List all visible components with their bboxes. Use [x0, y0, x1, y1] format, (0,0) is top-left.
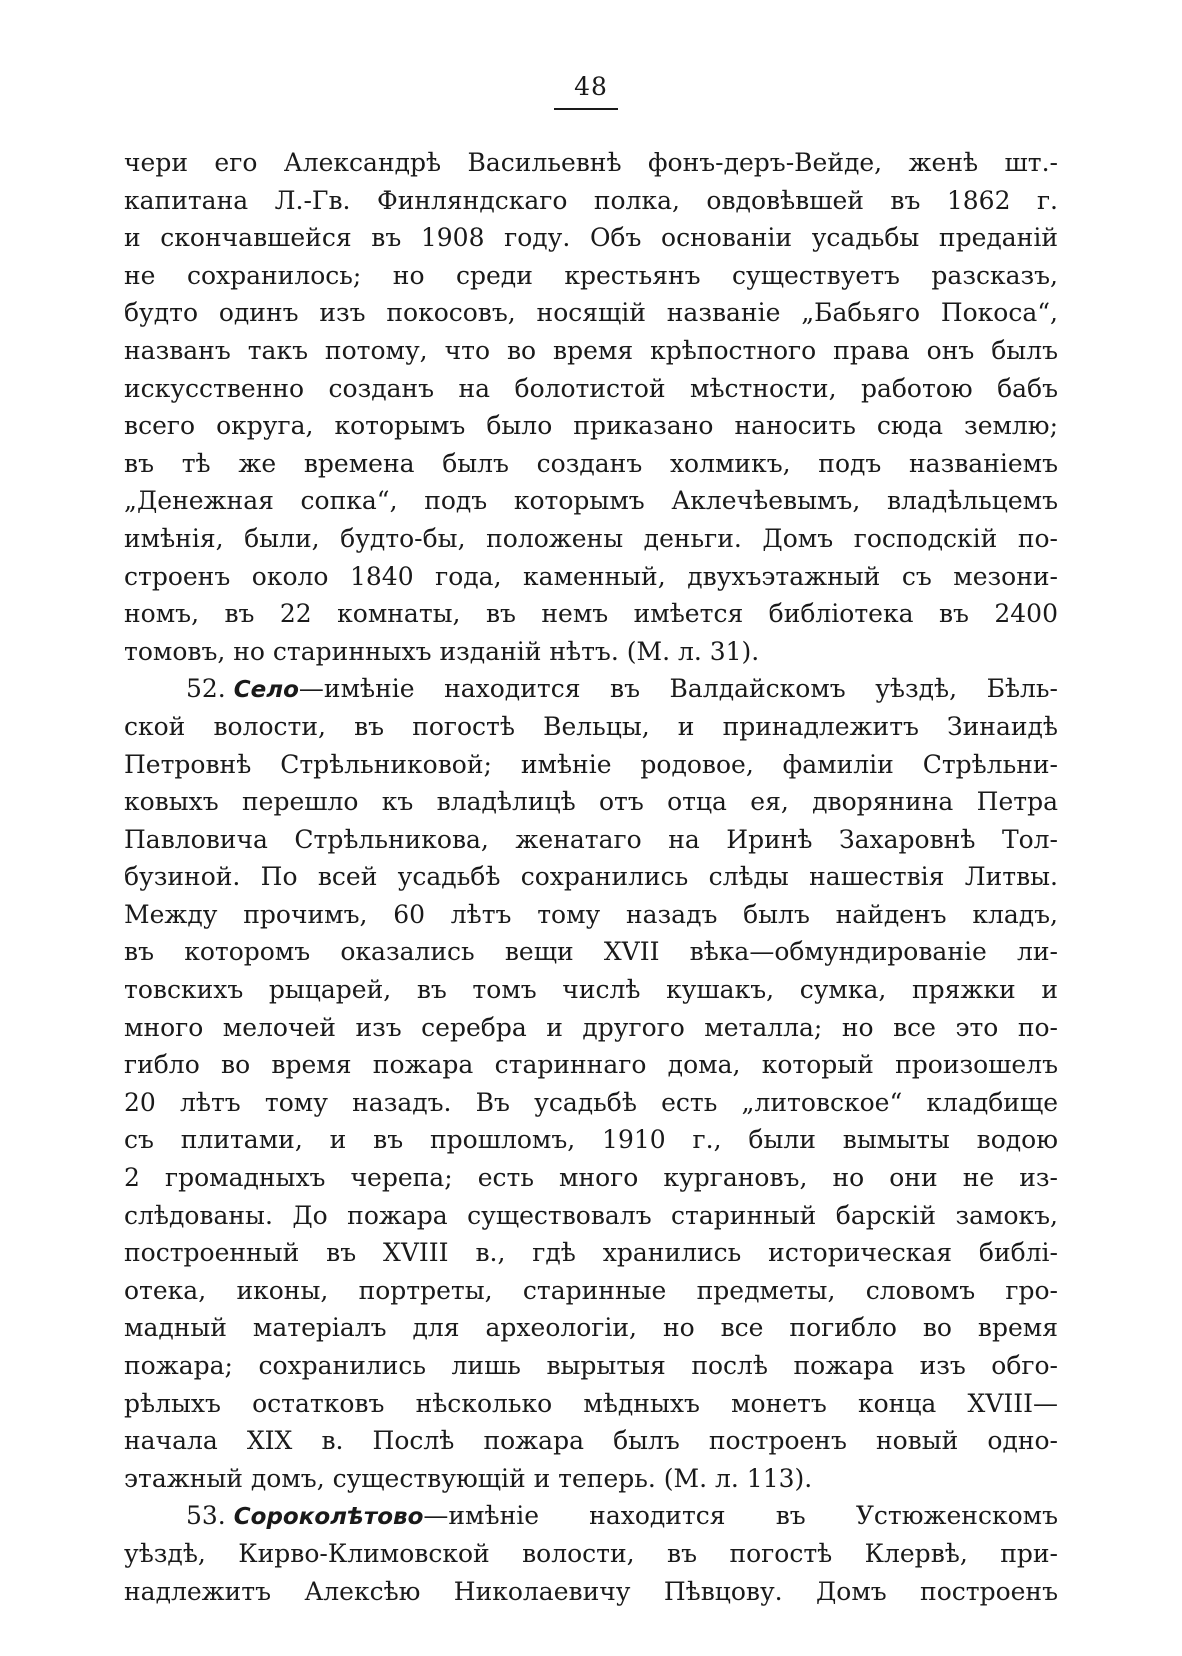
text-line: и скончавшейся въ 1908 году. Объ основанiи усадьбы преданій	[124, 223, 1058, 253]
entry-text: —имѣніе находится въ Устюженскомъ	[423, 1501, 1058, 1531]
text-line: начала XIX в. Послѣ пожара былъ построенъ новый одно-	[124, 1426, 1058, 1456]
text-line: названъ такъ потому, что во время крѣпостного права онъ былъ	[124, 335, 1058, 365]
entry-53-first-line	[124, 1497, 1058, 1535]
text-line: Павловича Стрѣльникова, женатаго на Иринѣ Захаровнѣ Тол-	[124, 824, 1058, 854]
text-line: „Денежная сопка“, подъ которымъ Аклечѣевымъ, владѣльцемъ	[124, 486, 1058, 516]
text-line: построенный въ XVIII в., гдѣ хранились историческая библі-	[124, 1238, 1058, 1268]
entry-text: —имѣніе находится въ Валдайскомъ уѣздѣ, Бѣль-	[298, 674, 1058, 704]
text-line: бузиной. По всей усадьбѣ сохранились слѣды нашествія Литвы.	[124, 862, 1058, 892]
page-number-rule	[554, 108, 618, 110]
text-line: будто одинъ изъ покосовъ, носящій названіе „Бабьяго Покоса“,	[124, 298, 1058, 328]
text-line: капитана Л.-Гв. Финляндскаго полка, овдовѣвшей въ 1862 г.	[124, 185, 1058, 215]
text-line: пожара; сохранились лишь вырытыя послѣ пожара изъ обго-	[124, 1351, 1058, 1380]
text-line: въ которомъ оказались вещи XVII вѣка—обмундированіе ли-	[124, 937, 1058, 967]
text-line: надлежитъ Алексѣю Николаевичу Пѣвцову. Домъ построенъ	[124, 1576, 1058, 1606]
page-number: 48	[574, 72, 608, 101]
text-line: не сохранилось; но среди крестьянъ существуетъ разсказъ,	[124, 260, 1058, 290]
text-line: этажный домъ, существующій и теперь. (М. л. 113).	[124, 1463, 813, 1493]
text-line: уѣздѣ, Кирво-Климовской волости, въ погостѣ Клервѣ, при-	[124, 1538, 1058, 1568]
text-line: отека, иконы, портреты, старинные предметы, словомъ гро-	[124, 1275, 1058, 1305]
text-line: товскихъ рыцарей, въ томъ числѣ кушакъ, сумка, пряжки и	[124, 975, 1058, 1005]
text-line: 2 громадныхъ черепа; есть много кургановъ, но они не из-	[124, 1163, 1058, 1193]
text-line: чери его Александрѣ Васильевнѣ фонъ-деръ-Вейде, женѣ шт.-	[124, 148, 1058, 177]
text-line: гибло во время пожара стариннаго дома, который произошелъ	[124, 1050, 1058, 1080]
entry-name: Село	[233, 677, 299, 704]
text-line: Петровнѣ Стрѣльниковой; имѣніе родовое, фамиліи Стрѣльни-	[124, 749, 1058, 779]
entry-number: 53.	[186, 1501, 226, 1531]
text-line: въ тѣ же времена былъ созданъ холмикъ, подъ названіемъ	[124, 448, 1058, 478]
text-line: строенъ около 1840 года, каменный, двухъэтажный съ мезони-	[124, 561, 1058, 591]
text-line: искусственно созданъ на болотистой мѣстности, работою бабъ	[124, 373, 1058, 403]
text-line: ской волости, въ погостѣ Вельцы, и принадлежитъ Зинаидѣ	[124, 711, 1058, 741]
entry-52-first-line	[124, 670, 1058, 708]
text-line: мадный матеріалъ для археологіи, но все погибло во время	[124, 1313, 1058, 1343]
text-line: Между прочимъ, 60 лѣтъ тому назадъ былъ найденъ кладъ,	[124, 899, 1058, 929]
entry-name: Сороколѣтово	[233, 1504, 424, 1531]
text-line: томовъ, но старинныхъ изданій нѣтъ. (М. л. 31).	[124, 636, 760, 666]
entry-number: 52.	[186, 674, 226, 704]
text-line: рѣлыхъ остатковъ нѣсколько мѣдныхъ монетъ конца XVIII—	[124, 1388, 1058, 1418]
text-line: всего округа, которымъ было приказано наносить сюда землю;	[124, 411, 1058, 441]
text-line: имѣнія, были, будто-бы, положены деньги. Домъ господскій по-	[124, 523, 1058, 553]
text-line: много мелочей изъ серебра и другого металла; но все это по-	[124, 1012, 1058, 1042]
text-line: 20 лѣтъ тому назадъ. Въ усадьбѣ есть „литовское“ кладбище	[124, 1087, 1058, 1117]
text-body	[124, 144, 1058, 1610]
text-line: слѣдованы. До пожара существовалъ старинный барскій замокъ,	[124, 1200, 1058, 1230]
text-line: съ плитами, и въ прошломъ, 1910 г., были вымыты водою	[124, 1125, 1058, 1155]
text-line: номъ, въ 22 комнаты, въ немъ имѣется библіотека въ 2400	[124, 599, 1058, 629]
text-line: ковыхъ перешло къ владѣлицѣ отъ отца ея, дворянина Петра	[124, 787, 1058, 817]
